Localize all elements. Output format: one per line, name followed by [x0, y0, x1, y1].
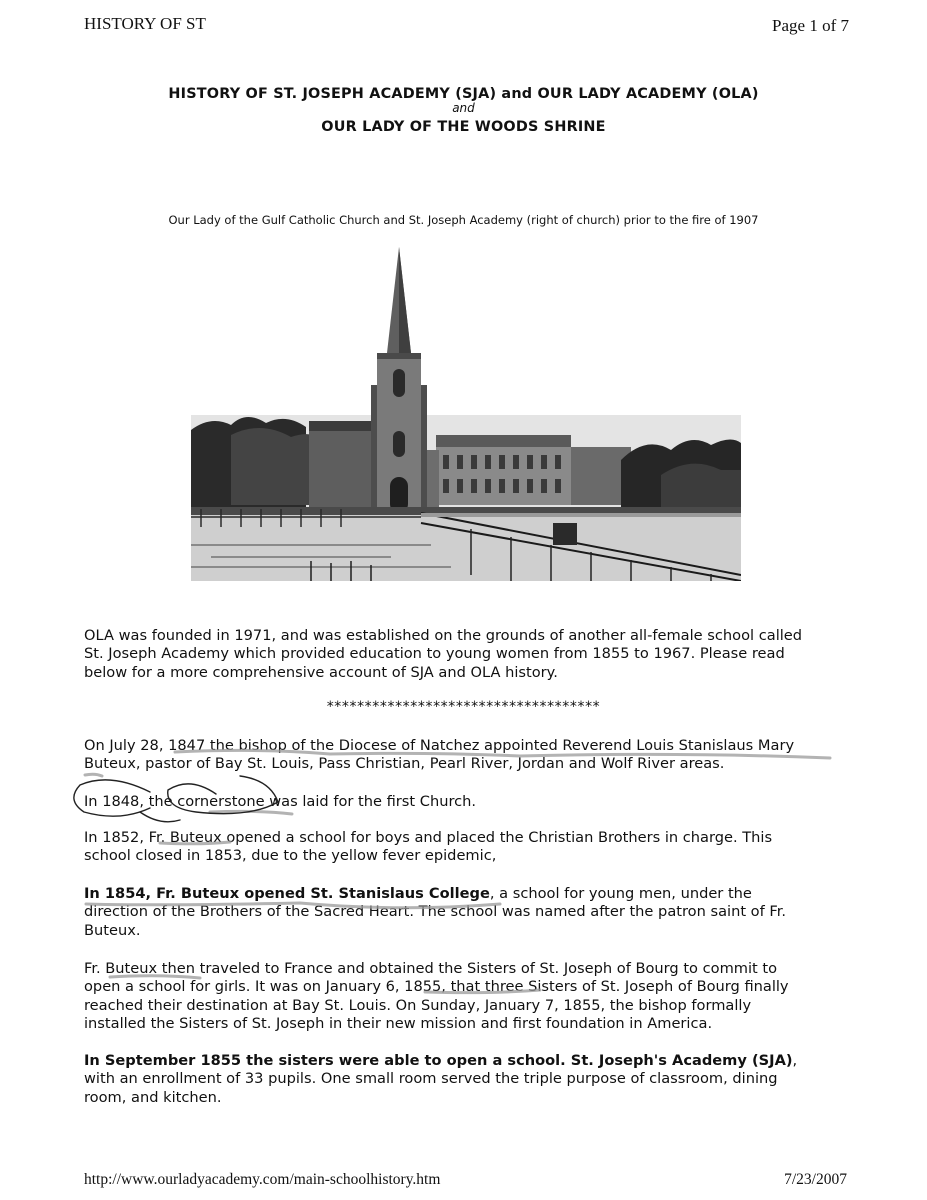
church-photograph	[191, 245, 741, 581]
paragraph-september-line-2: with an enrollment of 33 pupils. One small room served the triple purpose of classroom, dining	[84, 1070, 778, 1088]
paragraph-september-line-3: room, and kitchen.	[84, 1088, 222, 1106]
paragraph-1852-line-1: In 1852, Fr. Buteux opened a school for boys and placed the Christian Brothers in charge. This	[84, 829, 773, 846]
paragraph-1847-line-2: Buteux, pastor of Bay St. Louis, Pass Christian, Pearl River, Jordan and Wolf River areas.	[84, 755, 725, 773]
paragraph-1854-line-1	[84, 885, 854, 903]
paragraph-1854-line-2: direction of the Brothers of the Sacred Heart. The school was named after the patron saint of Fr.	[84, 903, 787, 921]
photo-caption: Our Lady of the Gulf Catholic Church and St. Joseph Academy (right of church) prior to the fire of 1907	[168, 213, 759, 227]
print-header-page-number: Page 1 of 7	[772, 16, 849, 35]
document-title-line2: OUR LADY OF THE WOODS SHRINE	[321, 119, 606, 135]
paragraph-1848: In 1848, the cornerstone was laid for the first Church.	[84, 793, 477, 810]
print-header-title: HISTORY OF ST	[84, 14, 206, 33]
paragraph-september-line-1-rest: ,	[792, 1052, 798, 1069]
paragraph-1852-line-2: school closed in 1853, due to the yellow fever epidemic,	[84, 847, 497, 865]
paragraph-france-line-1: Fr. Buteux then traveled to France and obtained the Sisters of St. Joseph of Bourg to commit to	[84, 960, 778, 977]
intro-line-3: below for a more comprehensive account of SJA and OLA history.	[84, 663, 558, 681]
paragraph-september-bold-lead: In September 1855 the sisters were able to open a school. St. Joseph's Academy (SJA)	[84, 1052, 793, 1069]
paragraph-1854-bold-lead: In 1854, Fr. Buteux opened St. Stanislaus College	[84, 885, 490, 902]
paragraph-france-line-2: open a school for girls. It was on January 6, 1855, that three Sisters of St. Joseph of Bourg finally	[84, 978, 789, 996]
document-title-line1: HISTORY OF ST. JOSEPH ACADEMY (SJA) and OUR LADY ACADEMY (OLA)	[168, 86, 759, 102]
paragraph-france	[84, 960, 854, 1034]
handwritten-tick	[140, 812, 180, 822]
highlighter-stroke-cornerstone	[210, 811, 292, 814]
paragraph-1847	[84, 737, 854, 774]
intro-paragraph	[84, 627, 854, 682]
document-title-block	[0, 86, 927, 135]
print-footer-url: http://www.ourladyacademy.com/main-schoolhistory.htm	[84, 1171, 441, 1188]
intro-line-1: OLA was founded in 1971, and was established on the grounds of another all-female school called	[84, 627, 803, 644]
asterisk-divider: ************************************	[326, 699, 601, 715]
print-footer-date: 7/23/2007	[784, 1171, 847, 1188]
paragraph-france-line-4: installed the Sisters of St. Joseph in their new mission and first foundation in America.	[84, 1015, 713, 1033]
paragraph-september-line-1	[84, 1052, 854, 1070]
paragraph-1852	[84, 829, 854, 866]
document-title-and: and	[452, 101, 475, 115]
paragraph-1854-line-3: Buteux.	[84, 921, 141, 939]
paragraph-september-1855	[84, 1052, 854, 1107]
paragraph-france-line-3: reached their destination at Bay St. Louis. On Sunday, January 7, 1855, the bishop formally	[84, 996, 752, 1014]
paragraph-1854	[84, 885, 854, 940]
intro-line-2: St. Joseph Academy which provided education to young women from 1855 to 1967. Please read	[84, 645, 785, 663]
paragraph-1847-line-1: On July 28, 1847 the bishop of the Diocese of Natchez appointed Reverend Louis Stanislaus Mary	[84, 737, 795, 754]
highlighter-stroke-small	[85, 774, 102, 776]
paragraph-1854-line-1-rest: , a school for young men, under the	[489, 885, 752, 902]
